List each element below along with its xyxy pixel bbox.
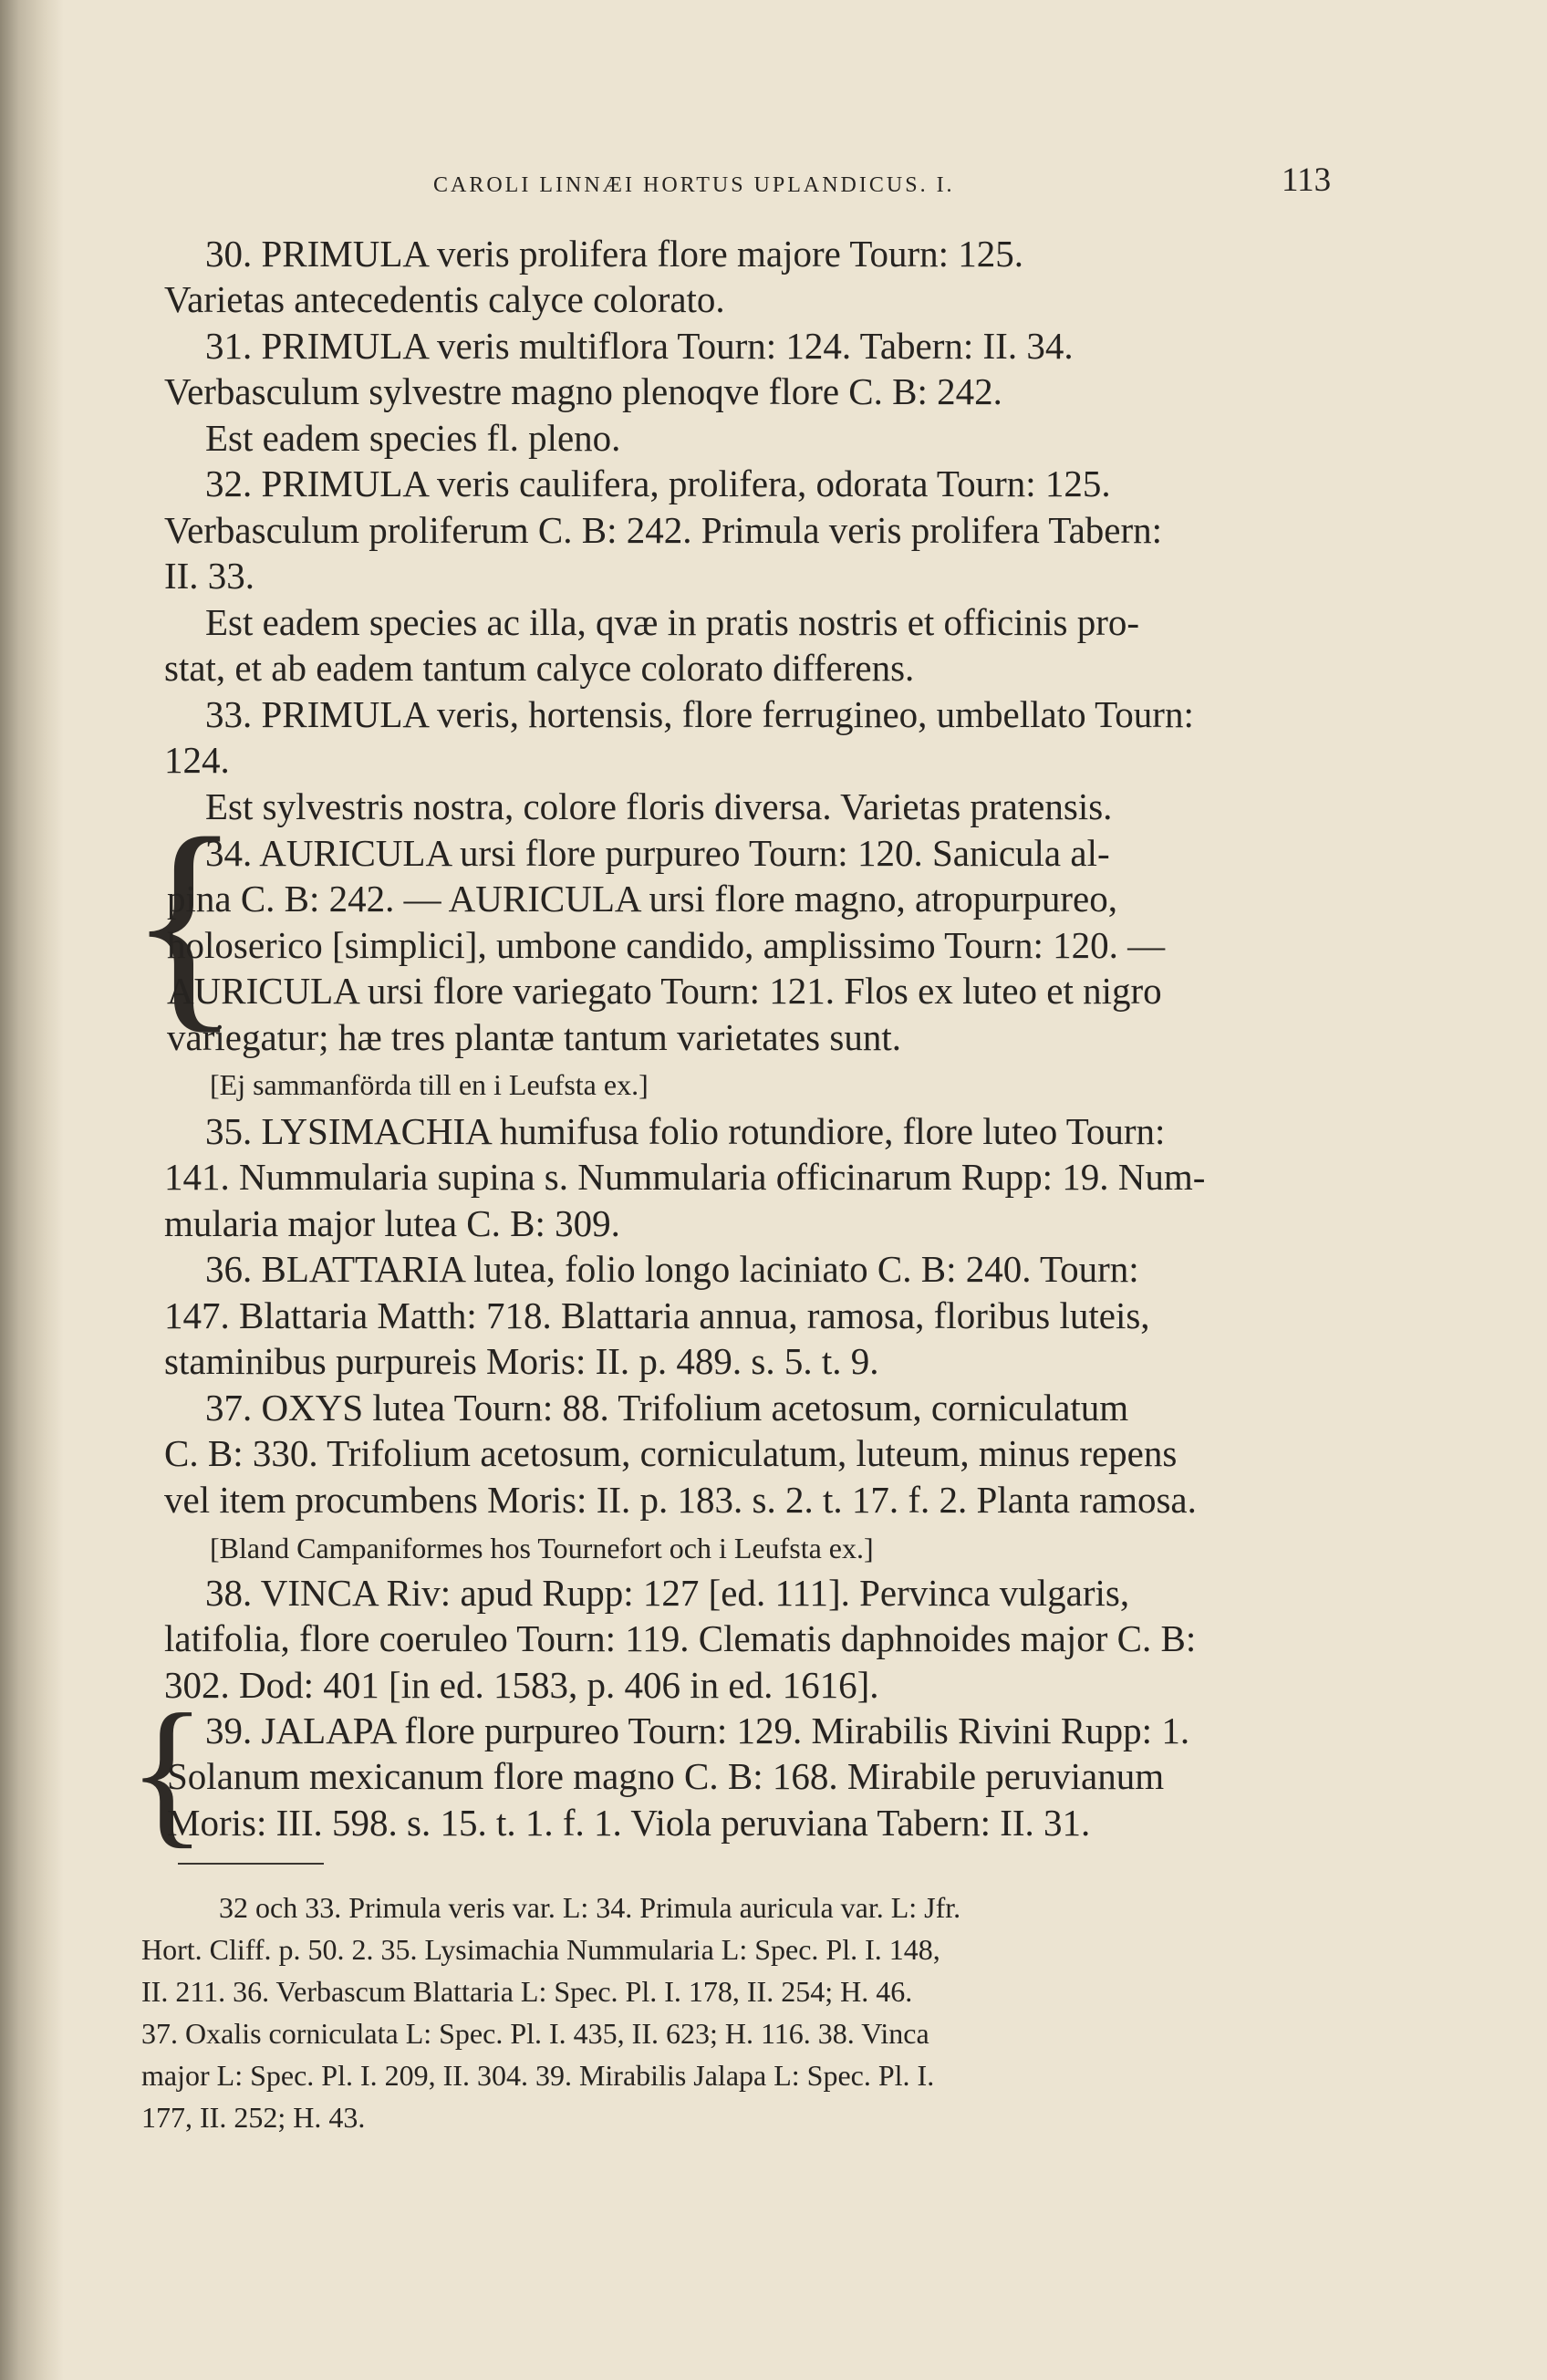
text-line: 141. Nummularia supina s. Nummularia officinarum Rupp: 19. Num- [164,1156,1206,1198]
text-line: mularia major lutea C. B: 309. [164,1202,620,1244]
footnote-line: 32 och 33. Primula veris var. L: 34. Primula auricula var. L: Jfr. [219,1891,961,1924]
text-line: Moris: III. 598. s. 15. t. 1. f. 1. Viola peruviana Tabern: II. 31. [167,1802,1091,1844]
text-line: Solanum mexicanum flore magno C. B: 168. Mirabile peruvianum [167,1755,1165,1797]
text-line: Est sylvestris nostra, colore floris diversa. Varietas pratensis. [205,785,1113,827]
text-line: latifolia, flore coeruleo Tourn: 119. Clematis daphnoides major C. B: [164,1617,1197,1659]
text-line: Est eadem species ac illa, qvæ in pratis nostris et officinis pro- [205,601,1139,643]
text-line: [Bland Campaniformes hos Tournefort och i Leufsta ex.] [210,1532,874,1564]
text-line: AURICULA ursi flore variegato Tourn: 121. Flos ex luteo et nigro [167,970,1162,1012]
text-line: staminibus purpureis Moris: II. p. 489. s. 5. t. 9. [164,1340,879,1382]
text-line: 30. PRIMULA veris prolifera flore majore Tourn: 125. [205,233,1024,275]
text-line: 38. VINCA Riv: apud Rupp: 127 [ed. 111]. Pervinca vulgaris, [205,1572,1130,1614]
footnote-line: Hort. Cliff. p. 50. 2. 35. Lysimachia Nummularia L: Spec. Pl. I. 148, [141,1933,940,1966]
text-line: [Ej sammanförda till en i Leufsta ex.] [210,1068,649,1101]
footnote-line: II. 211. 36. Verbascum Blattaria L: Spec. Pl. I. 178, II. 254; H. 46. [141,1975,913,2008]
text-line: Verbasculum proliferum C. B: 242. Primula veris prolifera Tabern: [164,509,1163,551]
running-header: CAROLI LINNÆI HORTUS UPLANDICUS. I. [433,173,955,197]
text-line: 31. PRIMULA veris multiflora Tourn: 124. Tabern: II. 34. [205,325,1074,367]
text-line: 33. PRIMULA veris, hortensis, flore ferrugineo, umbellato Tourn: [205,693,1194,735]
text-line: 36. BLATTARIA lutea, folio longo laciniato C. B: 240. Tourn: [205,1248,1139,1290]
text-line: stat, et ab eadem tantum calyce colorato differens. [164,647,915,689]
text-line: Varietas antecedentis calyce colorato. [164,278,725,320]
text-line: 35. LYSIMACHIA humifusa folio rotundiore, flore luteo Tourn: [205,1110,1166,1152]
text-line: 32. PRIMULA veris caulifera, prolifera, odorata Tourn: 125. [205,462,1111,504]
text-line: 302. Dod: 401 [in ed. 1583, p. 406 in ed. 1616]. [164,1664,879,1706]
footnote-line: 37. Oxalis corniculata L: Spec. Pl. I. 435, II. 623; H. 116. 38. Vinca [141,2017,929,2050]
text-line: 37. OXYS lutea Tourn: 88. Trifolium acetosum, corniculatum [205,1387,1129,1429]
text-line: Verbasculum sylvestre magno plenoqve flore C. B: 242. [164,370,1002,412]
text-line: II. 33. [164,555,255,597]
text-line: holoserico [simplici], umbone candido, amplissimo Tourn: 120. — [167,924,1166,966]
text-line: vel item procumbens Moris: II. p. 183. s. 2. t. 17. f. 2. Planta ramosa. [164,1479,1197,1521]
text-line: 147. Blattaria Matth: 718. Blattaria annua, ramosa, floribus luteis, [164,1294,1150,1336]
footnote-line: major L: Spec. Pl. I. 209, II. 304. 39. Mirabilis Jalapa L: Spec. Pl. I. [141,2059,935,2092]
margin-brace: { [128,1680,207,1862]
page-number: 113 [1282,161,1332,199]
margin-brace: { [128,790,242,1053]
text-line: variegatur; hæ tres plantæ tantum varietates sunt. [167,1016,901,1058]
footnote-rule [178,1863,324,1865]
footnote-line: 177, II. 252; H. 43. [141,2101,366,2134]
text-line: Est eadem species fl. pleno. [205,417,621,459]
text-line: pina C. B: 242. — AURICULA ursi flore magno, atropurpureo, [167,878,1117,920]
text-line: 34. AURICULA ursi flore purpureo Tourn: 120. Sanicula al- [205,832,1110,874]
text-line: 124. [164,739,230,781]
text-line: C. B: 330. Trifolium acetosum, corniculatum, luteum, minus repens [164,1432,1178,1474]
text-line: 39. JALAPA flore purpureo Tourn: 129. Mirabilis Rivini Rupp: 1. [205,1710,1190,1751]
